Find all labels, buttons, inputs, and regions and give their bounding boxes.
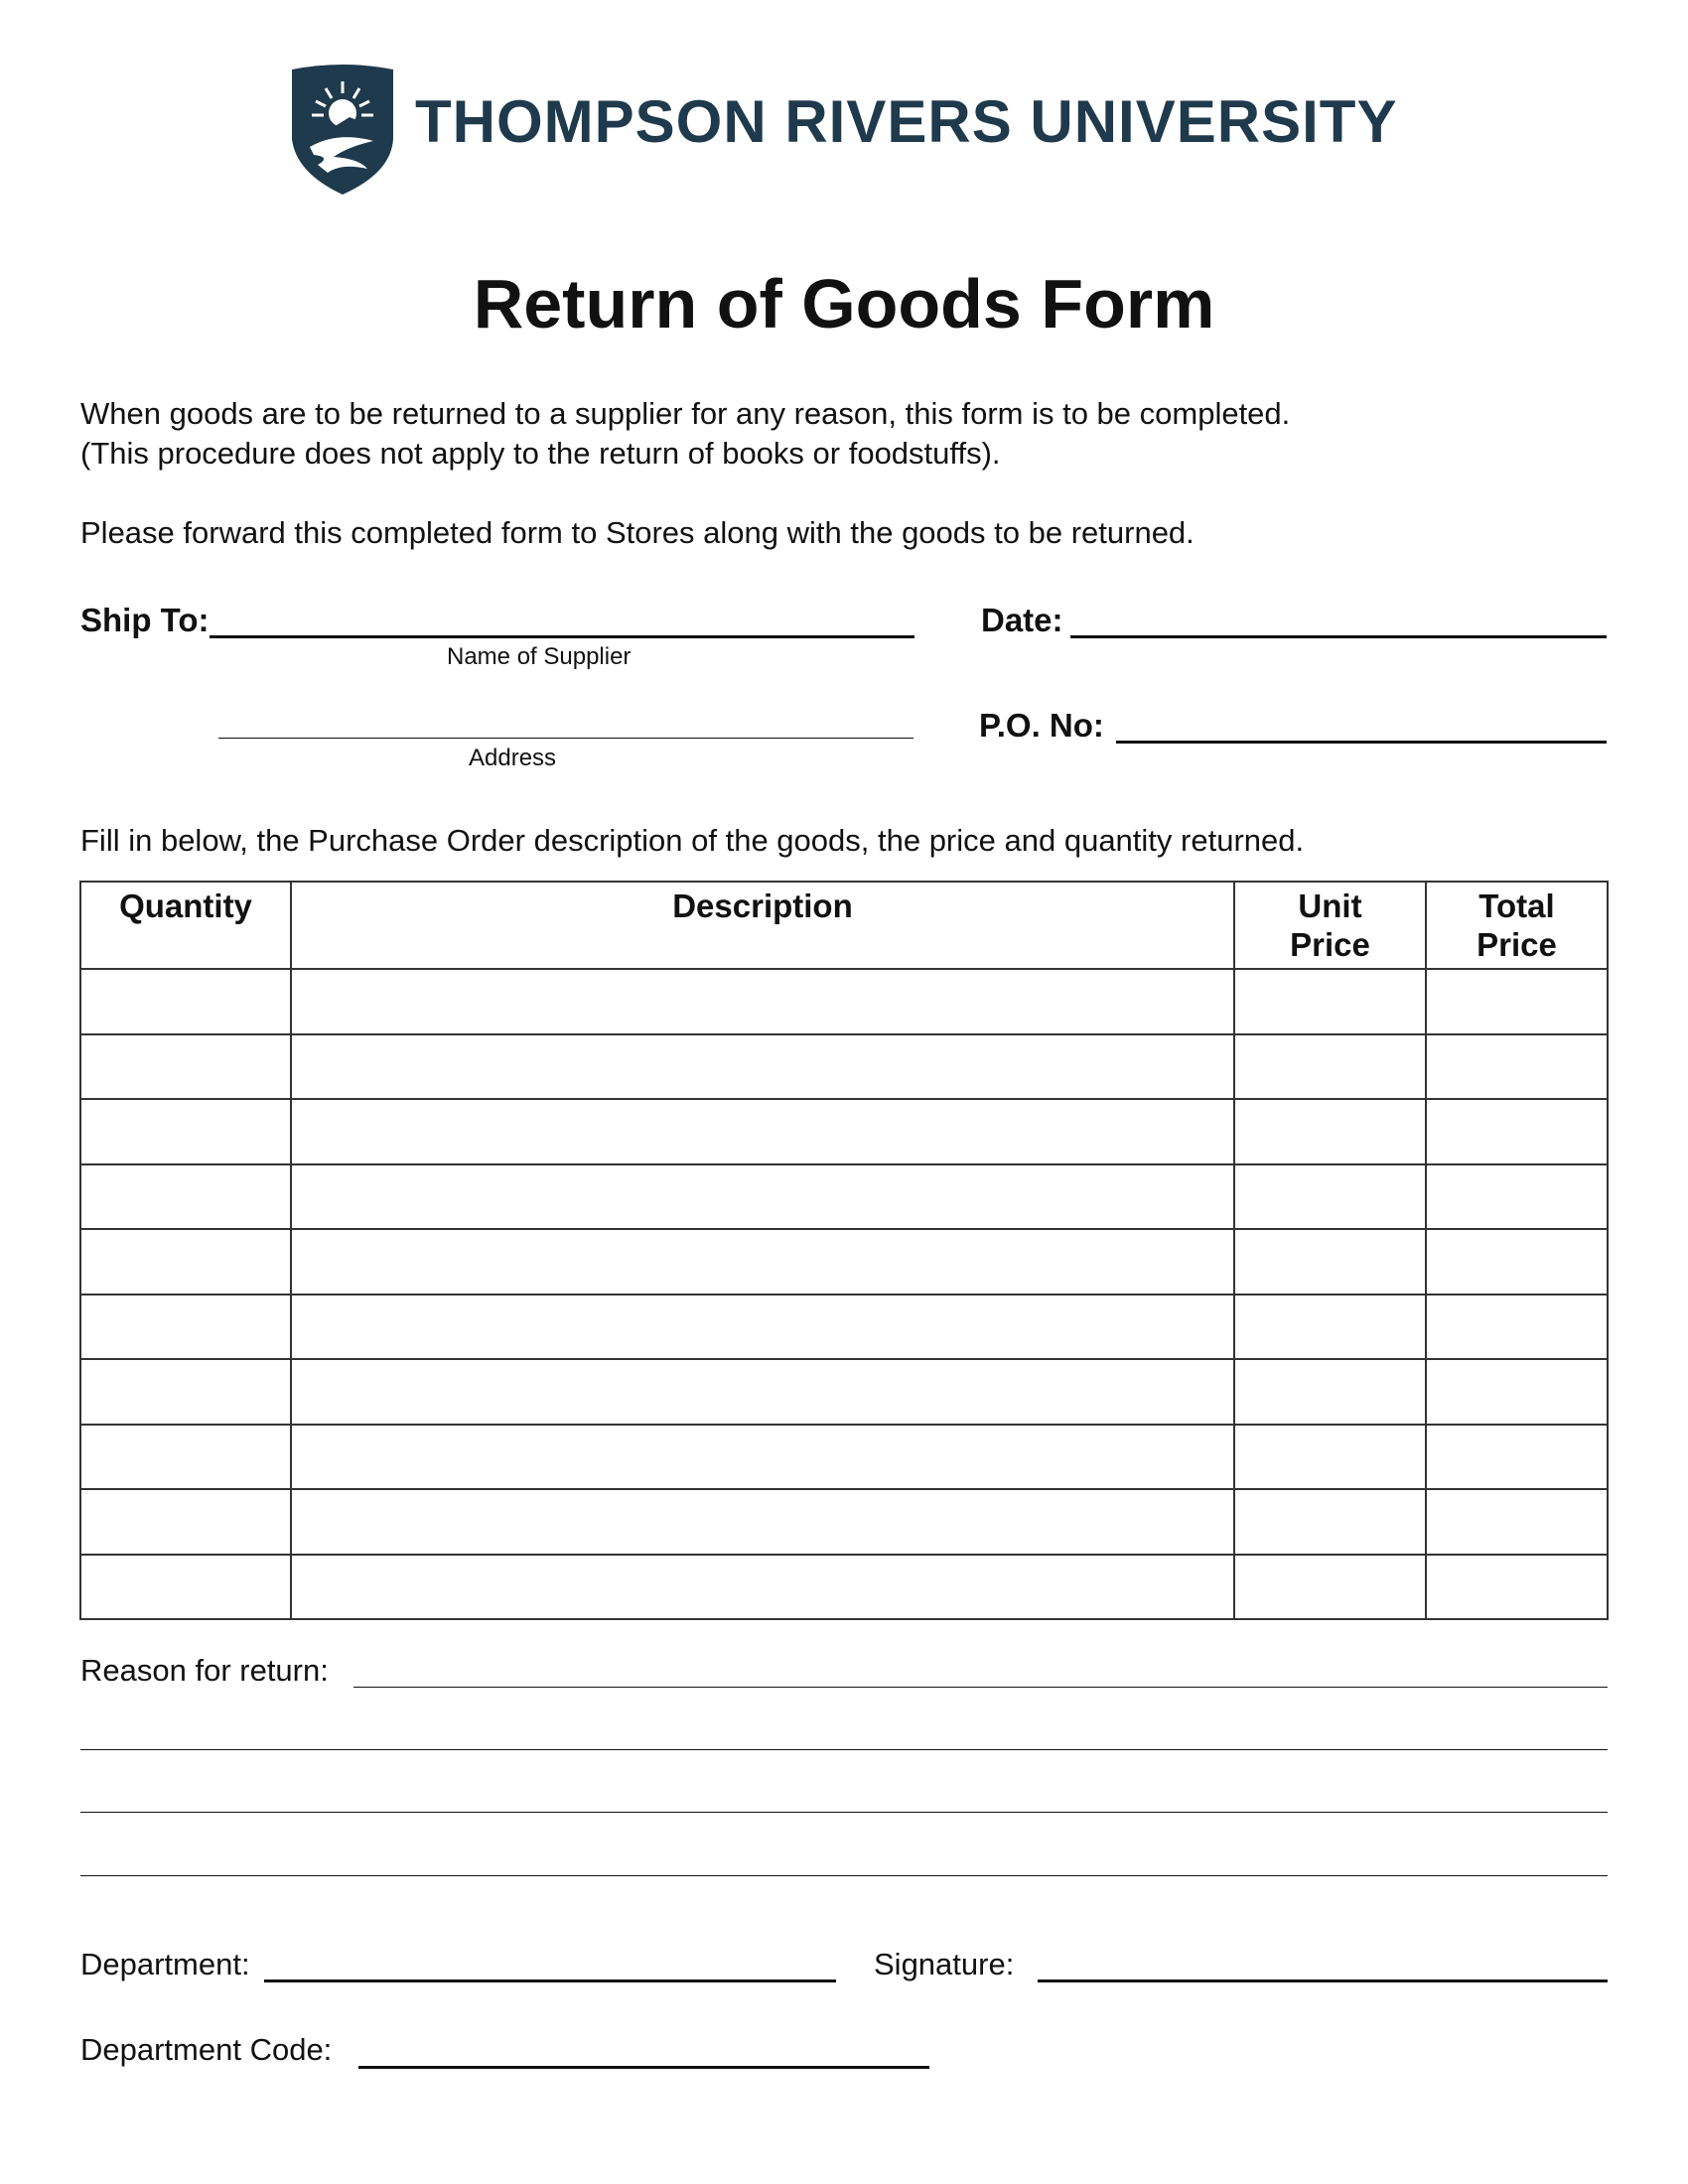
unit-price-cell[interactable] [1234, 969, 1426, 1034]
logo-wordmark: THOMPSON RIVERS UNIVERSITY [415, 88, 1398, 155]
description-cell[interactable] [291, 1229, 1234, 1295]
intro-line-1: When goods are to be returned to a supplier for any reason, this form is to be completed. [80, 396, 1291, 431]
description-cell[interactable] [291, 1295, 1234, 1360]
unit-price-cell[interactable] [1234, 1099, 1426, 1164]
unit-price-header: Unit Price [1234, 882, 1426, 969]
goods-table-body [80, 969, 1608, 1619]
description-cell[interactable] [291, 1099, 1234, 1164]
total-price-cell[interactable] [1426, 1555, 1608, 1620]
unit-price-cell[interactable] [1234, 1164, 1426, 1230]
reason-label: Reason for return: [80, 1653, 329, 1688]
table-row [80, 1229, 1608, 1295]
table-row [80, 1489, 1608, 1555]
description-cell[interactable] [291, 969, 1234, 1034]
total-price-cell[interactable] [1426, 1164, 1608, 1230]
total-price-cell[interactable] [1426, 1229, 1608, 1295]
quantity-cell[interactable] [80, 1555, 291, 1620]
unit-price-cell[interactable] [1234, 1489, 1426, 1555]
unit-price-cell[interactable] [1234, 1425, 1426, 1490]
table-row [80, 1359, 1608, 1425]
quantity-header: Quantity [80, 882, 291, 969]
quantity-cell[interactable] [80, 969, 291, 1034]
description-cell[interactable] [291, 1425, 1234, 1490]
table-row [80, 1425, 1608, 1490]
department-field[interactable] [264, 1979, 836, 1982]
reason-line-1[interactable] [353, 1687, 1608, 1688]
total-price-cell[interactable] [1426, 1359, 1608, 1425]
reason-line-2[interactable] [80, 1749, 1608, 1750]
unit-price-cell[interactable] [1234, 1229, 1426, 1295]
department-code-label: Department Code: [80, 2032, 333, 2067]
quantity-cell[interactable] [80, 1489, 291, 1555]
total-price-header: Total Price [1426, 882, 1608, 969]
date-field[interactable] [1070, 635, 1607, 638]
shield-logo-icon [288, 62, 397, 196]
unit-price-cell[interactable] [1234, 1555, 1426, 1620]
description-cell[interactable] [291, 1164, 1234, 1230]
total-price-cell[interactable] [1426, 1425, 1608, 1490]
table-row [80, 1099, 1608, 1164]
total-price-cell[interactable] [1426, 1295, 1608, 1360]
supplier-caption: Name of Supplier [447, 643, 632, 670]
quantity-cell[interactable] [80, 1229, 291, 1295]
table-row [80, 1555, 1608, 1620]
address-caption: Address [469, 745, 557, 771]
table-row [80, 1164, 1608, 1230]
description-header: Description [291, 882, 1234, 969]
reason-line-4[interactable] [80, 1875, 1608, 1876]
po-number-field[interactable] [1116, 741, 1607, 744]
page-title: Return of Goods Form [473, 265, 1215, 342]
date-label: Date: [981, 602, 1063, 638]
signature-field[interactable] [1038, 1979, 1608, 1982]
quantity-cell[interactable] [80, 1425, 291, 1490]
department-code-field[interactable] [358, 2066, 929, 2069]
total-price-cell[interactable] [1426, 969, 1608, 1034]
supplier-name-field[interactable] [210, 635, 914, 638]
description-cell[interactable] [291, 1489, 1234, 1555]
department-label: Department: [80, 1947, 250, 1981]
unit-price-cell[interactable] [1234, 1034, 1426, 1100]
unit-price-cell[interactable] [1234, 1359, 1426, 1425]
total-price-cell[interactable] [1426, 1034, 1608, 1100]
goods-table [79, 881, 1609, 1620]
reason-line-3[interactable] [80, 1812, 1608, 1813]
table-header-row [80, 882, 1608, 969]
intro-line-3: Please forward this completed form to Stores along with the goods to be returned. [80, 515, 1195, 550]
signature-label: Signature: [874, 1947, 1015, 1981]
quantity-cell[interactable] [80, 1164, 291, 1230]
description-cell[interactable] [291, 1034, 1234, 1100]
table-row [80, 969, 1608, 1034]
university-logo [288, 62, 1400, 196]
description-cell[interactable] [291, 1359, 1234, 1425]
ship-to-label: Ship To: [80, 602, 210, 638]
description-cell[interactable] [291, 1555, 1234, 1620]
table-row [80, 1034, 1608, 1100]
quantity-cell[interactable] [80, 1099, 291, 1164]
quantity-cell[interactable] [80, 1034, 291, 1100]
quantity-cell[interactable] [80, 1295, 291, 1360]
address-field[interactable] [218, 738, 914, 739]
total-price-cell[interactable] [1426, 1099, 1608, 1164]
unit-price-cell[interactable] [1234, 1295, 1426, 1360]
po-number-label: P.O. No: [979, 707, 1104, 744]
total-price-cell[interactable] [1426, 1489, 1608, 1555]
intro-line-2: (This procedure does not apply to the return of books or foodstuffs). [80, 436, 1001, 471]
quantity-cell[interactable] [80, 1359, 291, 1425]
table-row [80, 1295, 1608, 1360]
table-instructions: Fill in below, the Purchase Order description of the goods, the price and quantity returned. [80, 823, 1305, 858]
